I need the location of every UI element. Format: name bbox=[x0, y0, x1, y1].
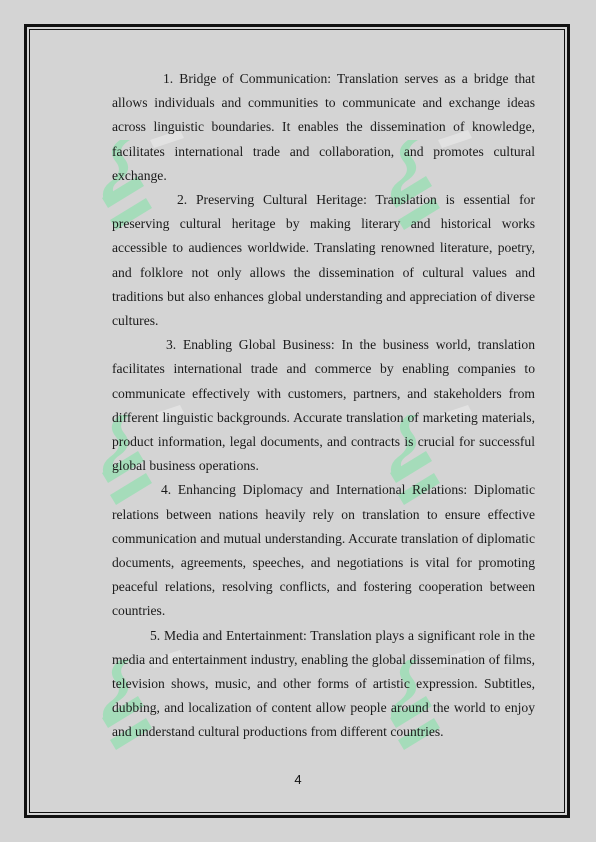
paragraph-bridge-of-communication: 1. Bridge of Communication: Translation serves as a bridge that allows individuals and communities to communicate and exchange ideas across linguistic boundaries. It enables the dissemination of knowledge, facilitates international trade and collaboration, and promotes cultural exchange. bbox=[112, 71, 535, 183]
paragraph-media-and-entertainment: 5. Media and Entertainment: Translation plays a significant role in the media and entertainment industry, enabling the global dissemination of films, television shows, music, and other forms of artistic expression. Subtitles, dubbing, and localization of content allow people around the world to enjoy and understand cultural productions from different countries. bbox=[112, 627, 535, 740]
page-number: 4 bbox=[294, 772, 302, 787]
paragraph-enhancing-diplomacy: 4. Enhancing Diplomacy and International Relations: Diplomatic relations between nations heavily rely on translation to ensure effective communication and mutual understanding. Accurate translation of diplomatic documents, agreements, speeches, and negotiations is vital for promoting peaceful relations, resolving conflicts, and fostering cooperation between countries. bbox=[112, 482, 535, 619]
document-body bbox=[112, 67, 535, 745]
paragraph-enabling-global-business: 3. Enabling Global Business: In the business world, translation facilitates international trade and commerce by enabling companies to communicate effectively with customers, partners, and stakeholders from different linguistic backgrounds. Accurate translation of marketing materials, product information, legal documents, and contracts is crucial for successful global business operations. bbox=[112, 337, 535, 474]
paragraph-preserving-cultural-heritage: 2. Preserving Cultural Heritage: Translation is essential for preserving cultural heritage by making literary and historical works accessible to audiences worldwide. Translating renowned literature, poetry, and folklore not only allows the dissemination of cultural values and traditions but also enhances global understanding and appreciation of diverse cultures. bbox=[112, 192, 535, 329]
